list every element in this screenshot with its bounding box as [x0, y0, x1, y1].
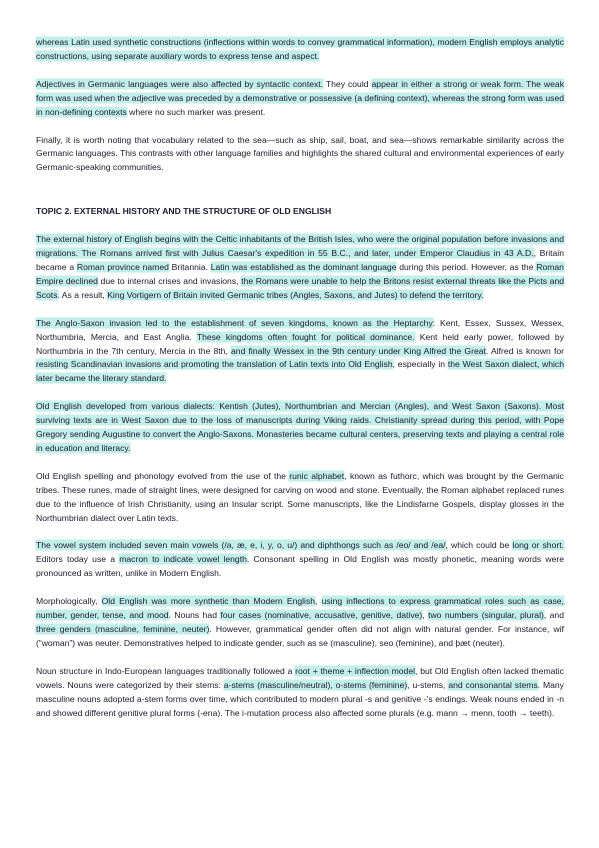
highlighted-text: macron to indicate vowel length [119, 554, 247, 565]
text-run: due to internal crises and invasions, [97, 275, 242, 286]
text-run: . Many masculine nouns adopted a-stem forms over time, which contributed to modern plural -s and genitive -’s endings. Weak nouns ended in -n and showed different genitive plural forms (-ena). The i-mutation process also affected some plurals (e.g. mann → menn, tooth → teeth). [36, 679, 564, 718]
text-run: , u-stems, [407, 679, 449, 690]
text-run: : Kent, Essex, Sussex, Wessex, Northumbria, Mercia, and East Anglia. [36, 317, 564, 342]
text-run: , [422, 610, 429, 621]
highlighted-text: runic alphabet [289, 470, 345, 481]
highlighted-text: These kingdoms often fought for political dominance. [196, 331, 415, 342]
text-run: , known as futhorc, which was brought by the Germanic tribes. These runes, made of straight lines, were designed for carving on wood and stone. Eventually, the Roman alphabet replaced runes due to the influence of Irish Christianity, using an Insular script. Some manuscripts, like the Lindisfarne Gospels, display glosses in the Northumbrian dialect over Latin texts. [36, 470, 564, 523]
highlighted-text: The external history of English begins with the Celtic inhabitants of the British Isles, who were the original population before invasions and migrations. The Romans arrived first with Julius Caesar's expedition in 55 B.C., and later, under Emperor Claudius in 43 A.D. [36, 234, 564, 259]
text-run: , but Old English often lacked thematic vowels. Nouns were categorized by their stems: [36, 665, 564, 690]
highlighted-text: appear in either a strong or weak form. The weak form was used when the adjective was preceded by a demonstrative or possessive (a defining context), whereas the strong form was used in non-defining contexts [36, 78, 564, 117]
paragraph-anglo-saxon [36, 317, 564, 387]
highlighted-text: and consonantal stems [448, 679, 538, 690]
text-run: Old English spelling and phonology evolved from the use of the [36, 470, 290, 481]
paragraph-spelling [36, 470, 564, 526]
highlighted-text: long or short. [512, 540, 564, 551]
highlighted-text: using inflections to express grammatical roles such as case, number, gender, tense, and mood [36, 596, 564, 621]
highlighted-text: resisting Scandinavian invasions and promoting the translation of Latin texts into Old English [36, 359, 393, 370]
text-run: . Consonant spelling in Old English was mostly phonetic, meaning words were pronounced as written, unlike in Modern English. [36, 554, 564, 579]
paragraph-dialects [36, 400, 564, 456]
text-run: Finally, it is worth noting that vocabulary related to the sea—such as ship, sail, boat, and sea—shows remarkable similarity across the Germanic languages. This contrasts with other language families and highlights the shared cultural and environmental experiences of early Germanic-speaking communities. [36, 134, 564, 173]
highlighted-text: root + theme + inflection model [295, 665, 416, 676]
highlighted-text: The vowel system included seven main vowels (/a, æ, e, i, y, o, u/) and diphthongs such as /eo/ and /ea/ [36, 540, 446, 551]
paragraph-external [36, 233, 564, 303]
highlighted-text: a-stems (masculine/neutral), o-stems (feminine) [223, 679, 408, 690]
text-run: Kent held early power, followed by Northumbria in the 7th century, Mercia in the 8th, [36, 331, 565, 356]
text-run: where no such marker was present. [126, 106, 266, 117]
text-run: Editors today use a [36, 554, 120, 565]
paragraph-synthetic [36, 36, 564, 64]
highlighted-text: and finally Wessex in the 9th century under King Alfred the Great [231, 345, 486, 356]
highlighted-text: Roman Empire declined [36, 261, 564, 286]
text-run: Britannia. [168, 261, 211, 272]
text-run: , and [543, 610, 564, 621]
highlighted-text: three genders (masculine, feminine, neuter) [36, 624, 210, 634]
paragraph-vowels [36, 539, 564, 581]
section-heading: TOPIC 2. EXTERNAL HISTORY AND THE STRUCTURE OF OLD ENGLISH [36, 206, 332, 217]
text-run: , [315, 596, 322, 607]
text-run: . Nouns had [168, 610, 221, 621]
highlighted-text: Adjectives in Germanic languages were also affected by syntactic context. [36, 78, 324, 89]
highlighted-text: two numbers (singular, plural) [428, 610, 544, 621]
highlighted-text: the Romans were unable to help the Britons resist external threats like the Picts and Scots [36, 275, 565, 300]
topic-2-section [36, 233, 564, 720]
highlighted-text: King Vortigern of Britain invited Germanic tribes (Angles, Saxons, and Jutes) to defend the territory. [107, 289, 484, 300]
highlighted-text: whereas Latin used synthetic constructions (inflections within words to convey grammatical information), modern English employs analytic constructions, using separate auxiliary words to express tense and aspect. [36, 37, 564, 61]
paragraph-adjectives [36, 78, 564, 120]
document-page [36, 36, 564, 734]
highlighted-text: the West Saxon dialect, which later became the literary standard. [36, 359, 564, 384]
highlighted-text: Old English was more synthetic than Modern English [101, 596, 316, 607]
paragraph-nouns [36, 665, 564, 721]
text-run: , which could be [445, 540, 513, 551]
highlighted-text: Old English developed from various dialects: Kentish (Jutes), Northumbrian and Mercian (Angles), and West Saxon (Saxons). Most surviving texts are in West Saxon due to the loss of manuscripts during Viking raids. Christianity spread during this period, with Pope Gregory sending Augustine to convert the Anglo-Saxons. Monasteries became cultural centers, preserving texts and playing a central role in education and literacy. [36, 401, 564, 453]
text-run: during this period. However, as the [396, 261, 537, 272]
text-run: Noun structure in Indo-European languages traditionally followed a [36, 665, 296, 676]
top-section [36, 36, 564, 175]
text-run: . As a result, [57, 289, 108, 300]
text-run: . However, grammatical gender often did not align with natural gender. For instance, wif (“woman”) was neuter. Demonstratives helped to indicate gender, such as se (masculine), seo (feminine), and þæt (neuter). [36, 624, 565, 648]
text-run: . Alfred is known for [485, 345, 564, 356]
text-run: Morphologically, [36, 596, 102, 607]
paragraph-sea [36, 134, 564, 176]
highlighted-text: The Anglo-Saxon invasion led to the establishment of seven kingdoms, known as the Heptarchy [36, 317, 433, 328]
text-run: They could [323, 78, 372, 89]
highlighted-text: four cases (nominative, accusative, genitive, dative) [220, 610, 423, 621]
highlighted-text: Latin was established as the dominant language [210, 261, 397, 272]
text-run: , especially in [392, 359, 448, 370]
paragraph-morphology [36, 595, 564, 651]
highlighted-text: Roman province named [76, 261, 169, 272]
text-run: , Britain became a [36, 248, 564, 272]
